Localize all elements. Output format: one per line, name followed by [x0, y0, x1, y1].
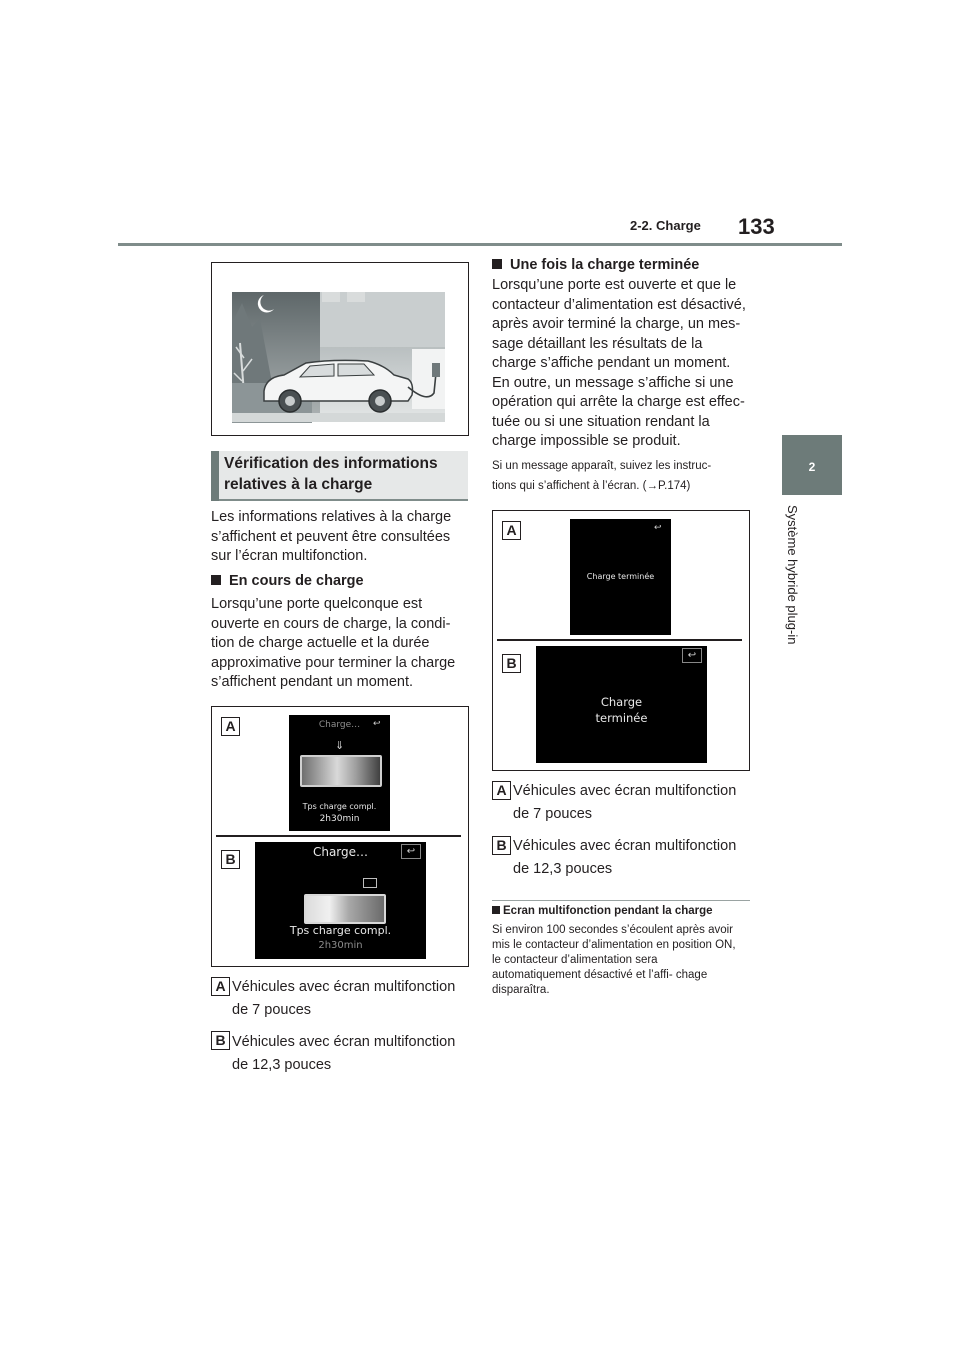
screen-7in-charging — [289, 715, 390, 831]
ref-arrow-icon: → — [646, 480, 658, 492]
full-charge-time: 2h30min — [318, 940, 363, 951]
screen-7in-finished — [570, 519, 671, 635]
section-heading: Vérification des informations relatives à la charge — [224, 455, 438, 493]
finished-screens-frame — [492, 510, 750, 771]
legend-b-line2: de 12,3 pouces — [232, 1057, 332, 1073]
plug-icon — [363, 878, 377, 888]
tag-a: A — [502, 521, 521, 540]
car-charging-scene — [212, 263, 468, 435]
full-charge-label: Tps charge compl. — [302, 802, 377, 811]
finished-paragraph: Lorsqu’une porte est ouverte et que le contacteur d’alimentation est désactivé, après avoir terminé la charge, un mes- sage détaillant les résultats de la charge s’affiche pendant un moment. En outre, un message s’affiche si une opération qui arrête la charge est effec- tuée ou si une situation rendant la charge impossible se produit. — [492, 277, 746, 449]
legend-tag-b: B — [492, 836, 511, 855]
legend-tag-b: B — [211, 1031, 230, 1050]
chapter-number: 2 — [808, 460, 816, 474]
section-heading-bar — [211, 451, 219, 501]
screen-12in-finished — [536, 646, 707, 763]
back-arrow-icon: ↩ — [373, 718, 381, 728]
battery-gauge — [304, 894, 386, 924]
screen-title: Charge… — [318, 720, 361, 730]
charging-screens-frame — [211, 706, 469, 967]
back-arrow-icon: ↩ — [654, 522, 662, 532]
note-line-1: Si un message apparaît, suivez les instruc- — [492, 460, 712, 472]
legend-a-line1: Véhicules avec écran multifonction — [513, 783, 737, 799]
finished-message-line1: Charge — [600, 695, 643, 709]
legend-a-line2: de 7 pouces — [232, 1002, 312, 1018]
info-title: Ecran multifonction pendant la charge — [492, 905, 752, 917]
intro-paragraph: Les informations relatives à la charge s’affichent et peuvent être consultées sur l’écran multifonction. — [211, 509, 452, 564]
page-number: 133 — [738, 214, 775, 239]
charging-paragraph: Lorsqu’une porte quelconque est ouverte en cours de charge, la condi- tion de charge actuelle et la durée approximative pour terminer la charge s’affichent pendant un moment. — [211, 596, 456, 690]
screens-divider — [216, 835, 461, 837]
square-bullet-icon — [211, 575, 221, 585]
square-bullet-icon — [492, 906, 500, 914]
header-rule — [118, 243, 842, 246]
full-charge-label: Tps charge compl. — [289, 924, 392, 937]
legend-b-line1: Véhicules avec écran multifonction — [232, 1034, 456, 1050]
legend-a-line2: de 7 pouces — [513, 806, 593, 822]
finished-message: Charge terminée — [586, 572, 655, 581]
legend-tag-a: A — [211, 977, 230, 996]
legend-a-line1: Véhicules avec écran multifonction — [232, 979, 456, 995]
legend-tag-a: A — [492, 781, 511, 800]
screen-title: Charge… — [312, 845, 369, 859]
subheading-finished: Une fois la charge terminée — [492, 256, 750, 276]
note-line-2: tions qui s’affichent à l’écran. (→P.174) — [492, 480, 691, 492]
chapter-label: Système hybride plug-in — [785, 505, 800, 645]
tag-b: B — [221, 850, 240, 869]
battery-gauge — [300, 755, 382, 787]
screen-12in-charging — [255, 842, 426, 959]
tag-b: B — [502, 654, 521, 673]
back-arrow-icon: ↩ — [682, 648, 702, 663]
info-rule — [492, 900, 750, 901]
tag-a: A — [221, 717, 240, 736]
back-arrow-icon: ↩ — [401, 844, 421, 859]
full-charge-time: 2h30min — [319, 814, 360, 824]
charging-illustration — [211, 262, 469, 436]
section-title: 2-2. Charge — [630, 218, 701, 233]
square-bullet-icon — [492, 259, 502, 269]
charge-arrow-icon: ⇓ — [335, 740, 345, 752]
legend-b-line2: de 12,3 pouces — [513, 861, 613, 877]
page-reference-link[interactable]: P.174) — [657, 480, 691, 492]
info-text: Si environ 100 secondes s’écoulent après avoir mis le contacteur d’alimentation en position ON, le contacteur d’alimentation sera automatiquement désactivé et l’affi- chage disparaîtra. — [492, 924, 736, 996]
screens-divider — [497, 639, 742, 641]
legend-b-line1: Véhicules avec écran multifonction — [513, 838, 737, 854]
subheading-charging: En cours de charge — [211, 572, 469, 592]
finished-message-line2: terminée — [595, 711, 648, 725]
